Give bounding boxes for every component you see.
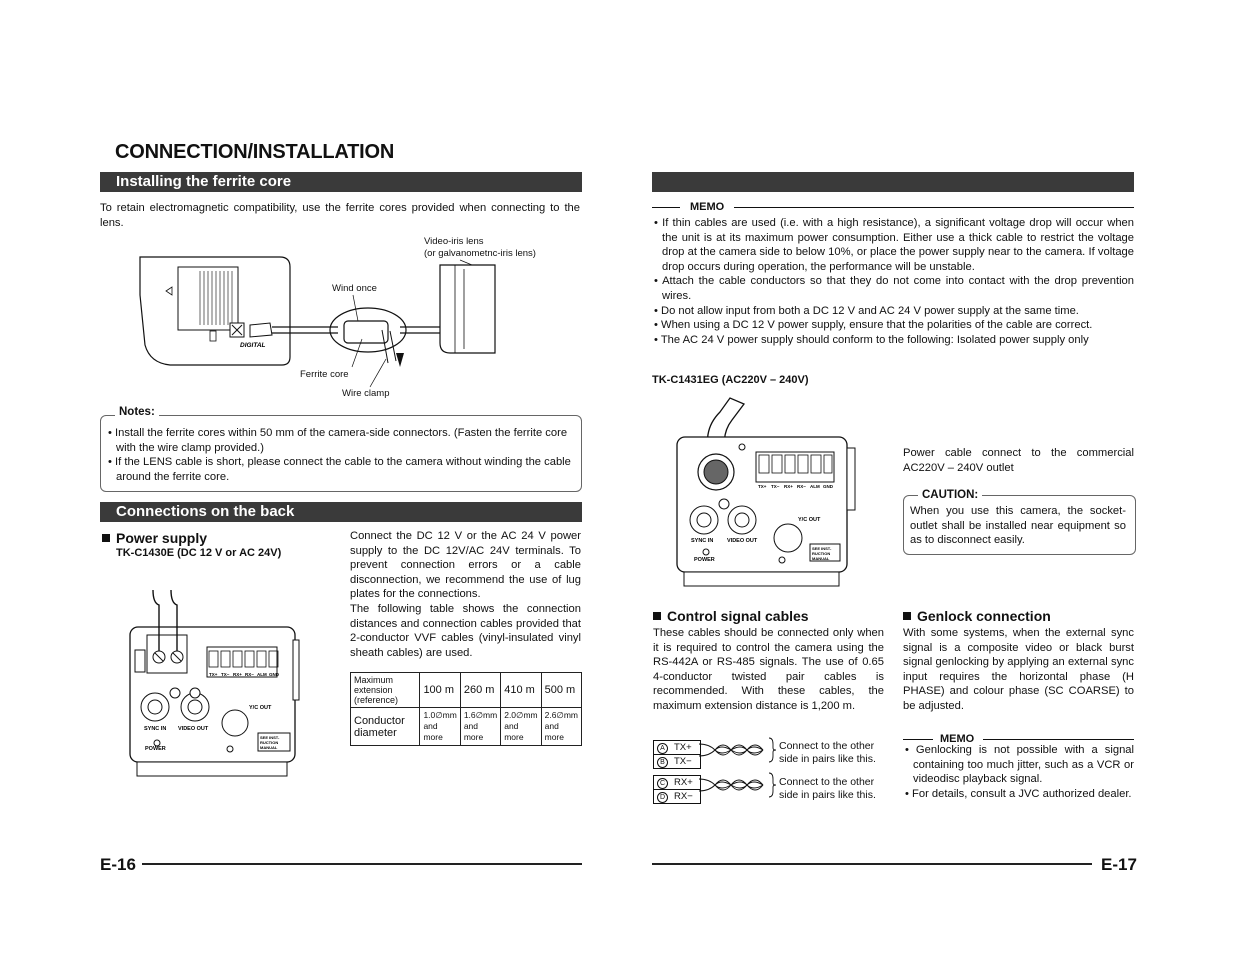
- manual-label: RUCTION: [812, 551, 831, 556]
- pair-row: [654, 741, 700, 755]
- pair-row: [654, 790, 700, 803]
- brace: [769, 773, 776, 797]
- pair-row: [654, 755, 700, 768]
- memo-rule-left: [652, 207, 680, 208]
- manual-label: MANUAL: [812, 556, 830, 561]
- diameter-value: 2.6∅mm: [544, 710, 578, 720]
- diameter-value: 2.0∅mm: [504, 710, 538, 720]
- diameter-value: 1.0∅mm: [423, 710, 457, 720]
- sync-in-label: SYNC IN: [691, 538, 714, 544]
- table-cell: [501, 708, 541, 746]
- arrow-down-icon: [396, 353, 404, 367]
- terminal-label: RX+: [233, 672, 242, 677]
- caution-label: CAUTION:: [918, 489, 982, 501]
- model-tk-c1431eg: TK-C1431EG (AC220V – 240V): [652, 374, 809, 386]
- square-bullet-icon: [653, 612, 661, 620]
- manual-label: SEE INST-: [260, 735, 280, 740]
- memo2-item: • Genlocking is not possible with a signal containing too much jitter, such as a VCR or videodisc playback signal.: [905, 744, 1134, 786]
- table-cell: 100 m: [420, 673, 460, 708]
- memo-rule-right: [734, 207, 1134, 208]
- notes-item: • Install the ferrite cores within 50 mm of the camera-side connectors. (Fasten the ferrite core with the wire clamp provided.): [108, 427, 568, 454]
- memo2-list: [903, 743, 1134, 801]
- power-label: POWER: [694, 557, 715, 563]
- lens-label-1: Video-iris lens: [424, 236, 484, 247]
- square-bullet-icon: [102, 534, 110, 542]
- screw-icon: [190, 688, 200, 698]
- twisted-pair-drawing: [699, 736, 779, 808]
- video-out-label: VIDEO OUT: [727, 538, 758, 544]
- brace: [769, 738, 776, 762]
- page-number-right: E-17: [1101, 855, 1137, 874]
- terminal-label: GND: [823, 484, 833, 489]
- screw-icon: [739, 444, 745, 450]
- yc-out-connector: [222, 710, 248, 736]
- table-cell: [460, 708, 500, 746]
- yc-out-connector: [774, 524, 802, 552]
- terminal-label: ALM: [257, 672, 267, 677]
- rear-panel-illustration-1: [125, 585, 305, 780]
- manual-label: RUCTION: [260, 740, 279, 745]
- sync-in-label: SYNC IN: [144, 726, 167, 732]
- yc-out-label: Y/C OUT: [249, 705, 272, 711]
- table-cell: [541, 708, 581, 746]
- pair-signal: TX+: [674, 742, 692, 753]
- camera-brand-mark: DIGITAL: [240, 342, 266, 349]
- ferrite-core: [344, 321, 388, 343]
- notes-label: Notes:: [115, 406, 159, 418]
- pair-letter: A: [657, 743, 668, 754]
- diameter-value: 1.6∅mm: [463, 710, 498, 720]
- power-supply-text-2: The following table shows the connection distances and connection cables provided that 2-conductor VVF cables (vinyl-insulated vinyl sheath cables) are used.: [350, 603, 581, 659]
- wire-clamp-label: Wire clamp: [342, 388, 390, 399]
- pair-letter: C: [657, 778, 668, 789]
- control-signal-text: These cables should be connected only when it is required to control the camera using the RS-442A or RS-485 signals. The use of 0.65 4-conductor twisted pair cables is recommended. With these cables, the maximum extension distance is 1,200 m.: [653, 627, 884, 712]
- memo2-label: MEMO: [940, 733, 975, 745]
- power-led: [703, 549, 709, 555]
- memo2-rule-right: [983, 739, 1134, 740]
- yc-out-label: Y/C OUT: [798, 517, 821, 523]
- and-more: and more: [423, 721, 443, 742]
- pair-row: [654, 776, 700, 790]
- screw-icon: [719, 499, 729, 509]
- square-bullet-icon: [903, 612, 911, 620]
- page-title: CONNECTION/INSTALLATION: [115, 141, 395, 163]
- memo-item: • When using a DC 12 V power supply, ensure that the polarities of the cable are correct.: [654, 319, 1093, 332]
- terminal-label: RX+: [784, 484, 793, 489]
- genlock-heading-text: Genlock connection: [917, 608, 1051, 624]
- pair-box-rx: [653, 775, 701, 804]
- terminal-label: GND: [269, 672, 279, 677]
- power-label: POWER: [145, 746, 166, 752]
- table-row: [351, 708, 582, 746]
- memo-item: • Attach the cable conductors so that they do not come into contact with the drop prevention wires.: [654, 275, 1134, 302]
- pair-note: Connect to the other side in pairs like this.: [779, 740, 876, 765]
- terminal-label: TX+: [758, 484, 767, 489]
- pair-letter: B: [657, 757, 668, 768]
- pair-signal: RX−: [674, 791, 693, 802]
- terminal-label: TX+: [209, 672, 218, 677]
- caution-text: When you use this camera, the socket-outlet shall be installed near equipment so as to disconnect easily.: [910, 505, 1126, 547]
- cable-plug: [250, 323, 272, 337]
- pair-signal: TX−: [674, 756, 692, 767]
- terminal-label: ALM: [810, 484, 820, 489]
- pair-signal: RX+: [674, 777, 693, 788]
- wind-once-label: Wind once: [332, 283, 377, 294]
- manual-label: MANUAL: [260, 745, 278, 750]
- power-supply-heading-text: Power supply: [116, 530, 208, 546]
- terminal-label: TX−: [771, 484, 780, 489]
- memo-item: • Do not allow input from both a DC 12 V and AC 24 V power supply at the same time.: [654, 304, 1079, 317]
- and-more: and more: [463, 721, 484, 742]
- rear-panel-illustration-2: [672, 392, 862, 592]
- memo2-item: • For details, consult a JVC authorized dealer.: [905, 787, 1132, 800]
- memo-item: • The AC 24 V power supply should conform to the following: Isolated power supply only: [654, 333, 1089, 346]
- memo2-rule-left: [903, 739, 933, 740]
- table-cell: 410 m: [501, 673, 541, 708]
- control-signal-heading: [653, 608, 809, 624]
- video-out-label: VIDEO OUT: [178, 726, 209, 732]
- panel-foot: [684, 572, 839, 586]
- screw-icon: [170, 688, 180, 698]
- terminal-label: RX−: [797, 484, 806, 489]
- pair-box-tx: [653, 740, 701, 769]
- memo-label: MEMO: [690, 201, 725, 213]
- section-heading-ferrite: Installing the ferrite core: [100, 172, 582, 192]
- terminal-label: RX−: [245, 672, 254, 677]
- section-heading-back: Connections on the back: [100, 502, 582, 522]
- pair-letter: D: [657, 792, 668, 803]
- memo-item: • If thin cables are used (i.e. with a high resistance), a significant voltage drop will occur when the unit is at its maximum power consumption. Either use a thick cable to restrict the voltage drop at the camera side to below 10%, or place the power supply near to the camera. If voltage drop occurs during operation, the performance will be unstable.: [654, 217, 1134, 273]
- manual-label: SEE INST-: [812, 546, 832, 551]
- table-cell: [420, 708, 460, 746]
- model-tk-c1430e: TK-C1430E (DC 12 V or AC 24V): [116, 547, 282, 559]
- genlock-text: With some systems, when the external sync signal is a composite video or black burst signal genlocking by applying an external sync input requires the horizontal phase (H PHASE) and colour phase (SC COARSE) to be adjusted.: [903, 627, 1134, 712]
- footer-rule-left: [142, 863, 582, 865]
- power-supply-heading: [102, 530, 207, 546]
- power-supply-text-1: Connect the DC 12 V or the AC 24 V power supply to the DC 12V/AC 24V terminals. To prevent connection errors or a cable disconnection, we recommend the use of lug plates for the connections.: [350, 530, 581, 601]
- table-cell: 500 m: [541, 673, 581, 708]
- ferrite-core-label: Ferrite core: [300, 369, 349, 380]
- video-iris-lens: [440, 265, 495, 353]
- ferrite-intro: To retain electromagnetic compatibility, use the ferrite cores provided when connecting to the lens.: [100, 202, 580, 229]
- power-label-strip: [135, 650, 145, 672]
- page-number-left: E-16: [100, 855, 136, 874]
- section-bar-right: [652, 172, 1134, 192]
- notes-list: [106, 426, 572, 484]
- genlock-heading: [903, 608, 1051, 624]
- table-row: [351, 673, 582, 708]
- footer-rule-right: [652, 863, 1092, 865]
- table-cell: 260 m: [460, 673, 500, 708]
- distance-table: [350, 672, 582, 746]
- panel-foot: [137, 762, 287, 776]
- table-cell: Maximum extension (reference): [351, 673, 420, 708]
- terminal-label: TX−: [221, 672, 230, 677]
- and-more: and more: [504, 721, 524, 742]
- and-more: and more: [544, 721, 564, 742]
- power-cable-text: Power cable connect to the commercial AC220V – 240V outlet: [903, 447, 1134, 474]
- lens-label-2: (or galvanometnc-iris lens): [424, 248, 536, 259]
- table-cell: Conductor diameter: [351, 708, 420, 746]
- notes-item: • If the LENS cable is short, please connect the cable to the camera without winding the cable around the ferrite core.: [108, 456, 571, 483]
- pair-note: Connect to the other side in pairs like this.: [779, 776, 876, 801]
- memo-list: [652, 216, 1134, 347]
- small-switch: [210, 331, 216, 341]
- control-signal-heading-text: Control signal cables: [667, 608, 809, 624]
